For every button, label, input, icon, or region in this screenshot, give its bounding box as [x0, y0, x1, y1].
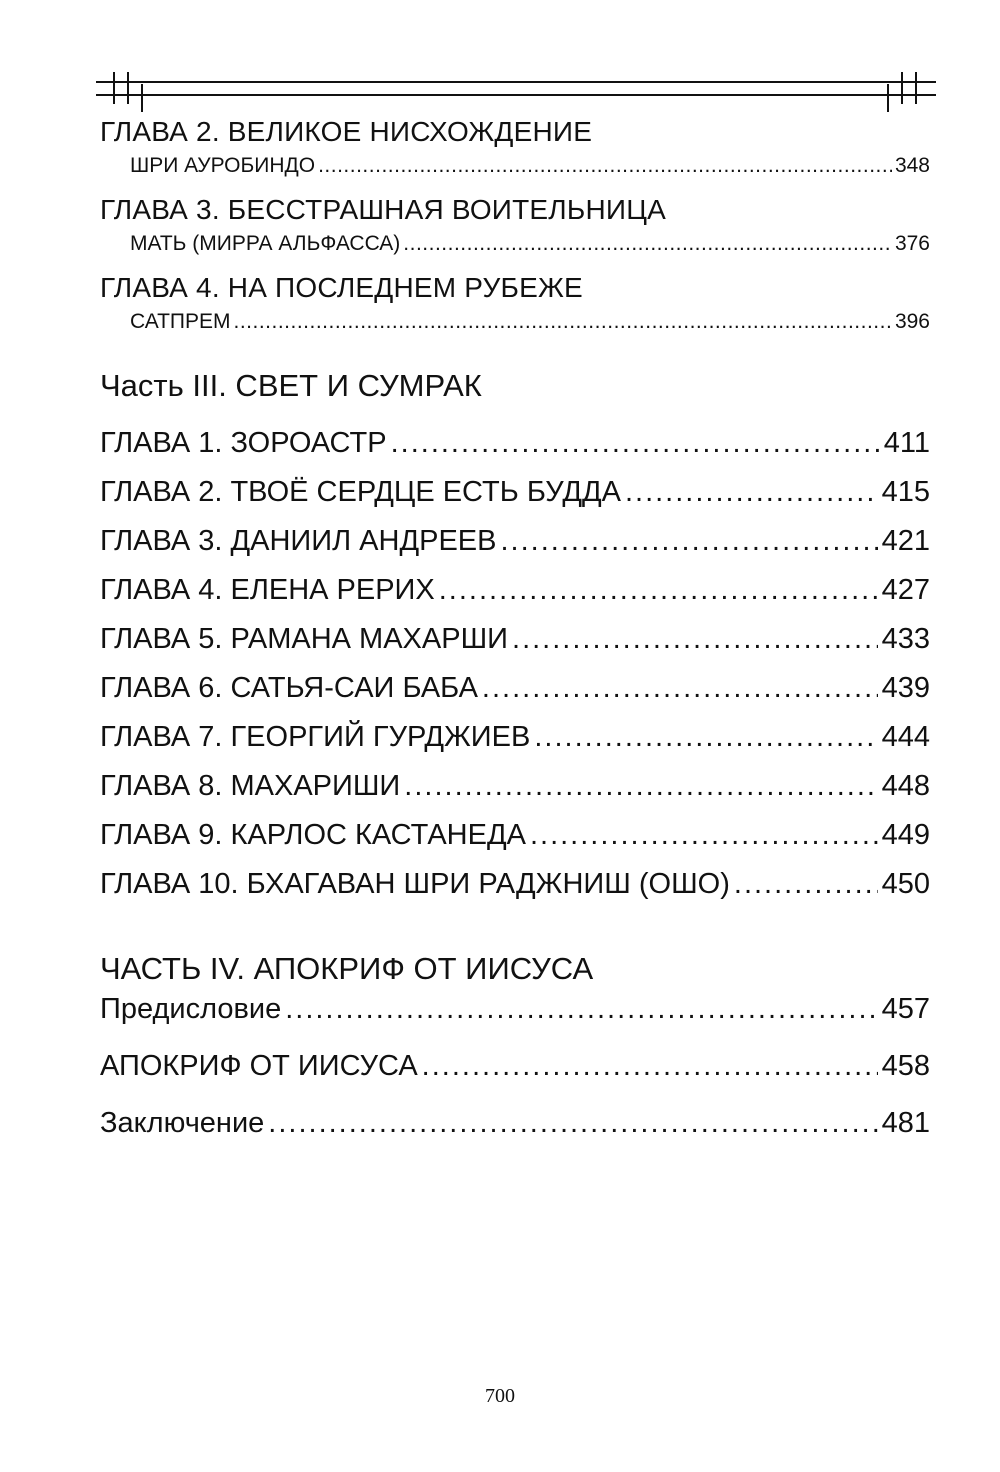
dot-leader [422, 1050, 878, 1083]
chapter-title: ГЛАВА 8. МАХАРИШИ [100, 770, 401, 802]
toc-entry[interactable] [130, 310, 930, 334]
chapter-title: ГЛАВА 9. КАРЛОС КАСТАНЕДА [100, 819, 526, 851]
chapter-title: ГЛАВА 1. ЗОРОАСТР [100, 427, 387, 459]
page-number: 481 [881, 1107, 930, 1139]
chapter-title: ГЛАВА 7. ГЕОРГИЙ ГУРДЖИЕВ [100, 721, 531, 753]
toc-entry[interactable] [100, 819, 930, 852]
page-number: 450 [881, 868, 930, 900]
chapter-title: ГЛАВА 10. БХАГАВАН ШРИ РАДЖНИШ (ОШО) [100, 868, 730, 900]
page-number: 444 [881, 721, 930, 753]
dot-leader [439, 574, 878, 607]
toc-entry[interactable] [100, 672, 930, 705]
chapter-title: ГЛАВА 4. ЕЛЕНА РЕРИХ [100, 574, 435, 606]
page-number: 348 [894, 154, 930, 177]
page-number: 458 [881, 1050, 930, 1082]
chapter-title: ГЛАВА 6. САТЬЯ-САИ БАБА [100, 672, 478, 704]
toc-entry[interactable] [100, 623, 930, 656]
chapter-title: ГЛАВА 5. РАМАНА МАХАРШИ [100, 623, 509, 655]
page-number: 415 [881, 476, 930, 508]
dot-leader [318, 154, 892, 178]
page-number: 396 [894, 310, 930, 333]
dot-leader [734, 868, 878, 901]
page-number: 457 [881, 993, 930, 1025]
dot-leader [534, 721, 877, 754]
dot-leader [482, 672, 878, 705]
chapter-subtitle: САТПРЕМ [130, 310, 231, 333]
chapter-subtitle: ШРИ АУРОБИНДО [130, 154, 316, 177]
page-number: 449 [881, 819, 930, 851]
chapter-title: ГЛАВА 3. ДАНИИЛ АНДРЕЕВ [100, 525, 497, 557]
chapter-title: ГЛАВА 2. ВЕЛИКОЕ НИСХОЖДЕНИЕ [100, 116, 593, 147]
dot-leader [268, 1107, 877, 1140]
toc-entry[interactable] [130, 232, 930, 256]
toc-entry[interactable] [100, 770, 930, 803]
part-heading: Часть III. СВЕТ И СУМРАК [100, 368, 482, 403]
chapter-title: ГЛАВА 2. ТВОЁ СЕРДЦЕ ЕСТЬ БУДДА [100, 476, 621, 508]
chapter-title: ГЛАВА 4. НА ПОСЛЕДНЕМ РУБЕЖЕ [100, 272, 583, 303]
dot-leader [404, 770, 877, 803]
page-number: 421 [881, 525, 930, 557]
dot-leader [234, 310, 892, 334]
page-number: 411 [883, 427, 930, 459]
entry-title: АПОКРИФ ОТ ИИСУСА [100, 1050, 418, 1082]
toc-entry[interactable] [100, 993, 930, 1026]
dot-leader [530, 819, 878, 852]
part-heading: ЧАСТЬ IV. АПОКРИФ ОТ ИИСУСА [100, 951, 594, 986]
toc-entry[interactable] [100, 721, 930, 754]
page-number: 448 [881, 770, 930, 802]
toc-entry[interactable] [100, 476, 930, 509]
page-folio: 700 [485, 1385, 515, 1407]
dot-leader [625, 476, 878, 509]
dot-leader [285, 993, 877, 1026]
dot-leader [500, 525, 877, 558]
toc-entry[interactable] [100, 868, 930, 901]
toc-entry[interactable] [100, 574, 930, 607]
dot-leader [391, 427, 880, 460]
entry-title: Предисловие [100, 993, 282, 1025]
page-number: 439 [881, 672, 930, 704]
page-number: 427 [881, 574, 930, 606]
entry-title: Заключение [100, 1107, 265, 1139]
dot-leader [403, 232, 892, 256]
chapter-subtitle: МАТЬ (МИРРА АЛЬФАССА) [130, 232, 401, 255]
toc-entry[interactable] [100, 1050, 930, 1083]
page-number: 376 [894, 232, 930, 255]
toc-entry[interactable] [100, 427, 930, 460]
chapter-title: ГЛАВА 3. БЕССТРАШНАЯ ВОИТЕЛЬНИЦА [100, 194, 666, 225]
toc-entry[interactable] [130, 154, 930, 178]
page-number: 433 [881, 623, 930, 655]
header-ornament-rule [96, 70, 936, 115]
toc-entry[interactable] [100, 525, 930, 558]
dot-leader [512, 623, 878, 656]
toc-entry[interactable] [100, 1107, 930, 1140]
